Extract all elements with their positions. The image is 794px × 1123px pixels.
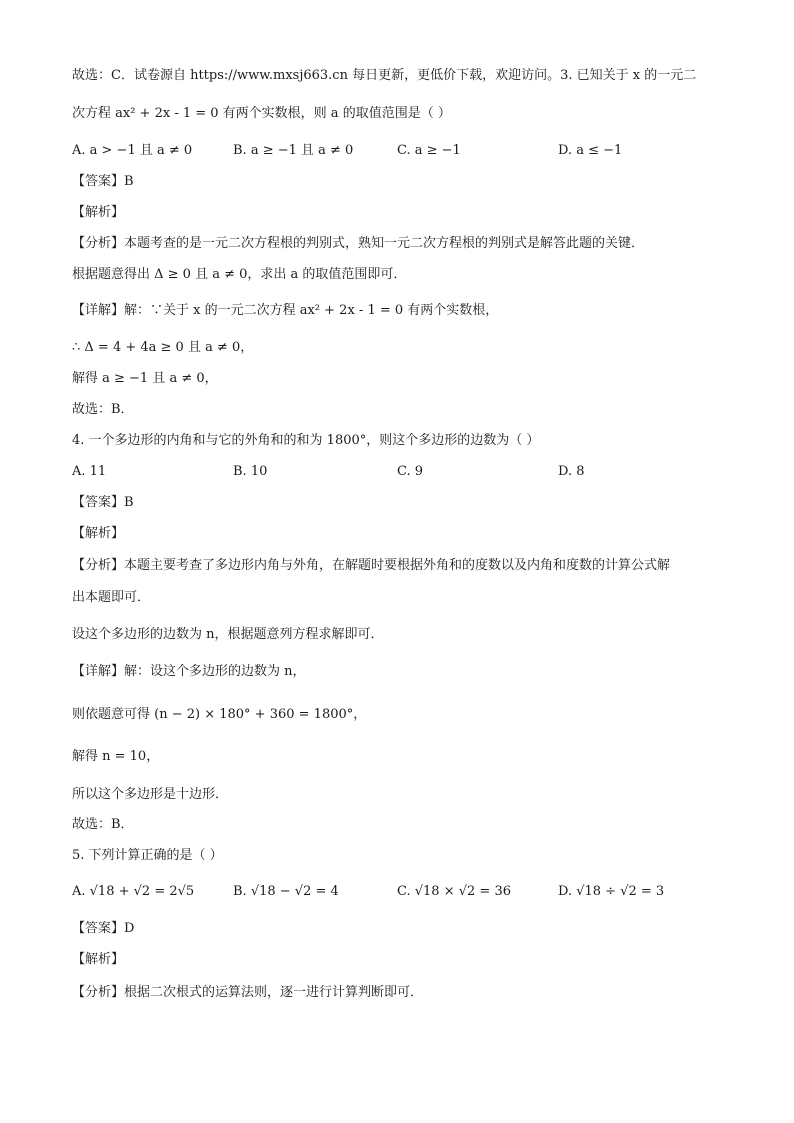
choice-line: 故选：B． [72, 817, 134, 832]
solution-text: 所以这个多边形是十边形． [72, 787, 229, 802]
solution-text: 【详解】解：∵关于 x 的一元二次方程 ax² + 2x - 1 = 0 有两个实数根， [72, 303, 499, 318]
question-5-text: 5. 下列计算正确的是（ ） [72, 848, 223, 863]
question-4-text: 4. 一个多边形的内角和与它的外角和的和为 1800°，则这个多边形的边数为（ ） [72, 433, 540, 448]
q5-option-b: B. √18 − √2 = 4 [233, 884, 339, 899]
answer-label: 【答案】B [72, 495, 134, 510]
analysis-text: 设这个多边形的边数为 n，根据题意列方程求解即可． [72, 627, 384, 642]
q5-option-a: A. √18 + √2 = 2√5 [72, 884, 195, 899]
q3-option-a: A. a > −1 且 a ≠ 0 [72, 143, 193, 158]
choice-line: 故选：B． [72, 402, 134, 417]
solution-text: 解得 a ≥ −1 且 a ≠ 0， [72, 371, 218, 386]
answer-label: 【答案】B [72, 174, 134, 189]
analysis-text: 【分析】本题考查的是一元二次方程根的判别式，熟知一元二次方程根的判别式是解答此题的关键． [72, 236, 645, 251]
analysis-text: 出本题即可． [72, 590, 151, 605]
answer-label: 【答案】D [72, 921, 135, 936]
q4-option-b: B. 10 [233, 464, 268, 479]
question-3-text: 次方程 ax² + 2x - 1 = 0 有两个实数根，则 a 的取值范围是（ ） [72, 106, 451, 121]
analysis-label: 【解析】 [72, 205, 125, 220]
q5-option-c: C. √18 × √2 = 36 [397, 884, 511, 899]
q4-option-a: A. 11 [72, 464, 107, 479]
solution-text: 【详解】解：设这个多边形的边数为 n， [72, 664, 306, 679]
q3-option-d: D. a ≤ −1 [558, 143, 623, 158]
analysis-label: 【解析】 [72, 952, 125, 967]
analysis-text: 【分析】根据二次根式的运算法则，逐一进行计算判断即可． [72, 985, 424, 1000]
analysis-label: 【解析】 [72, 526, 125, 541]
analysis-text: 根据题意得出 Δ ≥ 0 且 a ≠ 0，求出 a 的取值范围即可． [72, 267, 407, 282]
q5-option-d: D. √18 ÷ √2 = 3 [558, 884, 665, 899]
q4-option-c: C. 9 [397, 464, 424, 479]
q3-option-b: B. a ≥ −1 且 a ≠ 0 [233, 143, 354, 158]
source-line: 故选：C．试卷源自 https://www.mxsj663.cn 每日更新，更低价下载，欢迎访问。3. 已知关于 x 的一元二 [72, 68, 697, 83]
q4-option-d: D. 8 [558, 464, 585, 479]
solution-text: 解得 n = 10， [72, 749, 160, 764]
q3-option-c: C. a ≥ −1 [397, 143, 461, 158]
analysis-text: 【分析】本题主要考查了多边形内角与外角，在解题时要根据外角和的度数以及内角和度数的计算公式解 [72, 558, 671, 573]
solution-text: 则依题意可得 (n − 2) × 180° + 360 = 1800°， [72, 707, 367, 722]
solution-text: ∴ Δ = 4 + 4a ≥ 0 且 a ≠ 0， [72, 340, 254, 355]
